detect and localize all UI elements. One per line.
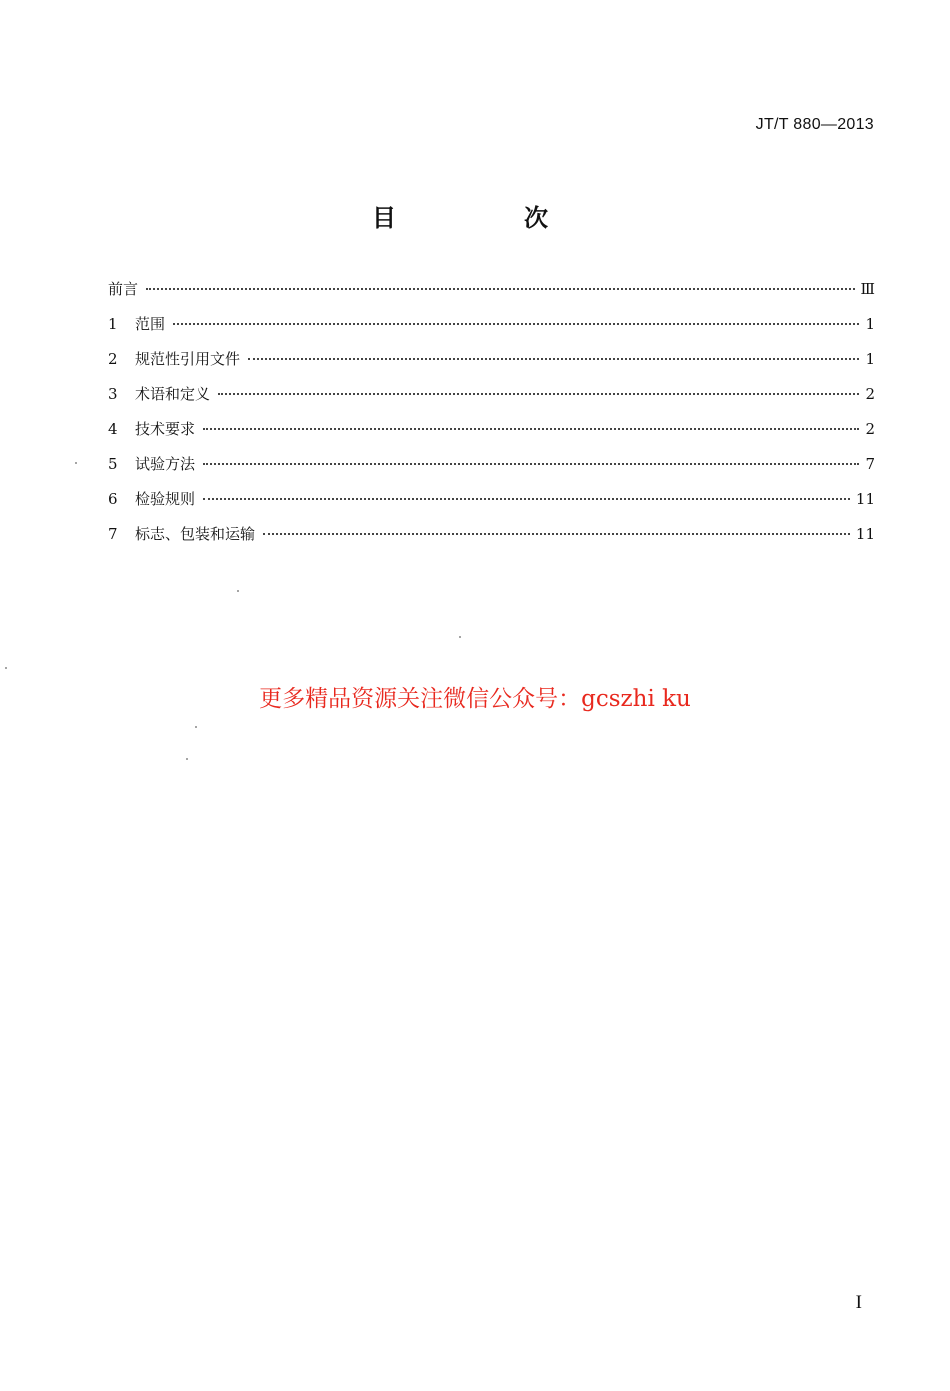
scan-speck — [237, 590, 239, 592]
toc-entry-page: 2 — [865, 420, 875, 438]
toc-dot-leader — [203, 463, 859, 465]
promo-watermark-text: 更多精品资源关注微信公众号：gcszhi ku — [259, 686, 691, 712]
toc-dot-leader — [248, 358, 859, 360]
scan-speck — [186, 758, 188, 760]
toc-entry-test-methods[interactable] — [108, 453, 875, 488]
scan-speck — [459, 636, 461, 638]
table-of-contents — [108, 278, 875, 558]
toc-dot-leader — [263, 533, 850, 535]
standard-code: JT/T 880—2013 — [755, 116, 874, 133]
toc-entry-label: 术语和定义 — [135, 385, 211, 403]
toc-entry-number: 5 — [108, 455, 118, 473]
toc-entry-page: 11 — [855, 525, 875, 543]
toc-entry-marking-packaging-transport[interactable] — [108, 523, 875, 558]
toc-entry-number: 3 — [108, 385, 118, 403]
page-number: I — [855, 1292, 862, 1313]
scan-speck — [195, 726, 197, 728]
toc-entry-number: 4 — [108, 420, 118, 438]
toc-entry-label: 技术要求 — [135, 420, 196, 438]
toc-entry-page: 2 — [865, 385, 875, 403]
toc-entry-inspection-rules[interactable] — [108, 488, 875, 523]
toc-entry-page: 11 — [855, 490, 875, 508]
scan-speck — [75, 462, 77, 464]
toc-entry-page: 1 — [865, 350, 875, 368]
toc-entry-label: 检验规则 — [135, 490, 196, 508]
toc-entry-label: 标志、包装和运输 — [135, 525, 256, 543]
toc-entry-page: 7 — [865, 455, 875, 473]
toc-entry-label: 前言 — [108, 280, 139, 298]
toc-entry-label: 试验方法 — [135, 455, 196, 473]
toc-entry-terms-definitions[interactable] — [108, 383, 875, 418]
toc-entry-page: 1 — [865, 315, 875, 333]
scan-speck — [5, 667, 7, 669]
toc-entry-preface[interactable] — [108, 278, 875, 313]
toc-entry-page: Ⅲ — [860, 280, 875, 298]
toc-entry-number: 2 — [108, 350, 118, 368]
toc-dot-leader — [146, 288, 855, 290]
toc-entry-label: 范围 — [135, 315, 166, 333]
toc-entry-scope[interactable] — [108, 313, 875, 348]
toc-entry-technical-requirements[interactable] — [108, 418, 875, 453]
toc-dot-leader — [203, 428, 859, 430]
toc-entry-number: 7 — [108, 525, 118, 543]
toc-entry-label: 规范性引用文件 — [135, 350, 241, 368]
toc-dot-leader — [203, 498, 850, 500]
toc-title: 目 次 — [372, 204, 600, 232]
toc-entry-number: 1 — [108, 315, 118, 333]
toc-dot-leader — [173, 323, 859, 325]
toc-entry-number: 6 — [108, 490, 118, 508]
toc-entry-normative-references[interactable] — [108, 348, 875, 383]
toc-dot-leader — [218, 393, 859, 395]
